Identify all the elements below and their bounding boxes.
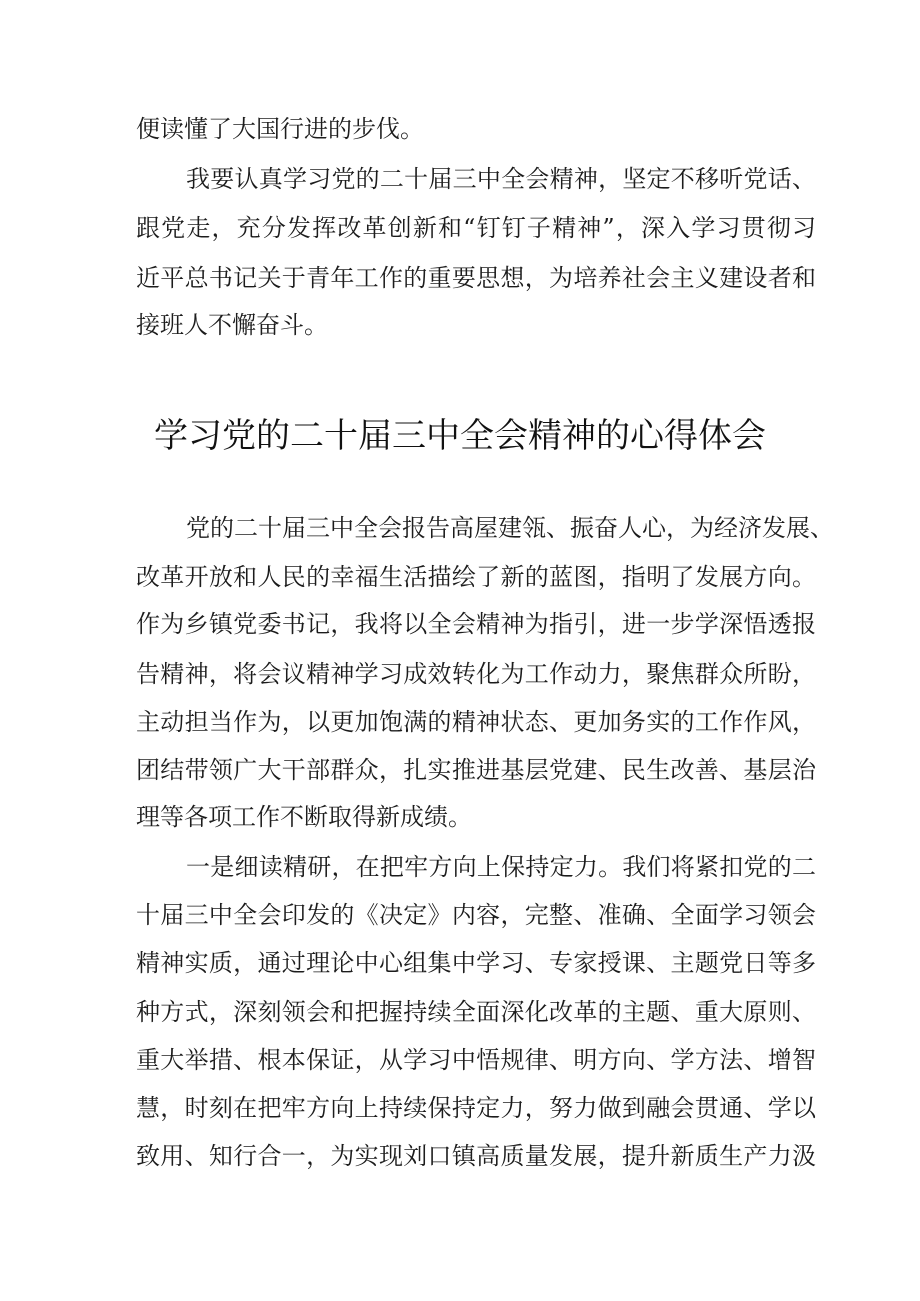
- body-p2-line-6: 慧，时刻在把牢方向上持续保持定力，努力做到融会贯通、学以: [136, 1094, 816, 1122]
- intro-p1-line-1: 便读懂了大国行进的步伐。: [136, 115, 424, 143]
- body-p2-line-7: 致用、知行合一，为实现刘口镇高质量发展，提升新质生产力汲: [136, 1142, 816, 1170]
- body-p1-line-4: 告精神，将会议精神学习成效转化为工作动力，聚焦群众所盼，: [136, 660, 816, 688]
- body-p1-line-3: 作为乡镇党委书记，我将以全会精神为指引，进一步学深悟透报: [136, 610, 816, 638]
- body-p1-line-7: 理等各项工作不断取得新成绩。: [136, 803, 472, 831]
- intro-p2-line-1: 我要认真学习党的二十届三中全会精神，坚定不移听党话、: [186, 165, 816, 193]
- body-p1-line-5: 主动担当作为，以更加饱满的精神状态、更加务实的工作作风，: [136, 708, 816, 736]
- body-p1-line-1: 党的二十届三中全会报告高屋建瓴、振奋人心，为经济发展、: [186, 514, 834, 542]
- body-p2-line-5: 重大举措、根本保证，从学习中悟规律、明方向、学方法、增智: [136, 1046, 816, 1074]
- body-p1-line-2: 改革开放和人民的幸福生活描绘了新的蓝图，指明了发展方向。: [136, 563, 816, 591]
- page-title: 学习党的二十届三中全会精神的心得体会: [154, 416, 766, 456]
- body-p2-line-1: 一是细读精研，在把牢方向上保持定力。我们将紧扣党的二: [186, 853, 816, 881]
- body-p2-line-2: 十届三中全会印发的《决定》内容，完整、准确、全面学习领会: [136, 901, 816, 929]
- intro-p2-line-2: 跟党走，充分发挥改革创新和“钉钉子精神”，深入学习贯彻习: [136, 214, 816, 242]
- body-p1-line-6: 团结带领广大干部群众，扎实推进基层党建、民生改善、基层治: [136, 756, 816, 784]
- intro-p2-line-3: 近平总书记关于青年工作的重要思想，为培养社会主义建设者和: [136, 264, 816, 292]
- intro-p2-line-4: 接班人不懈奋斗。: [136, 311, 328, 339]
- body-p2-line-3: 精神实质，通过理论中心组集中学习、专家授课、主题党日等多: [136, 949, 816, 977]
- body-p2-line-4: 种方式，深刻领会和把握持续全面深化改革的主题、重大原则、: [136, 998, 816, 1026]
